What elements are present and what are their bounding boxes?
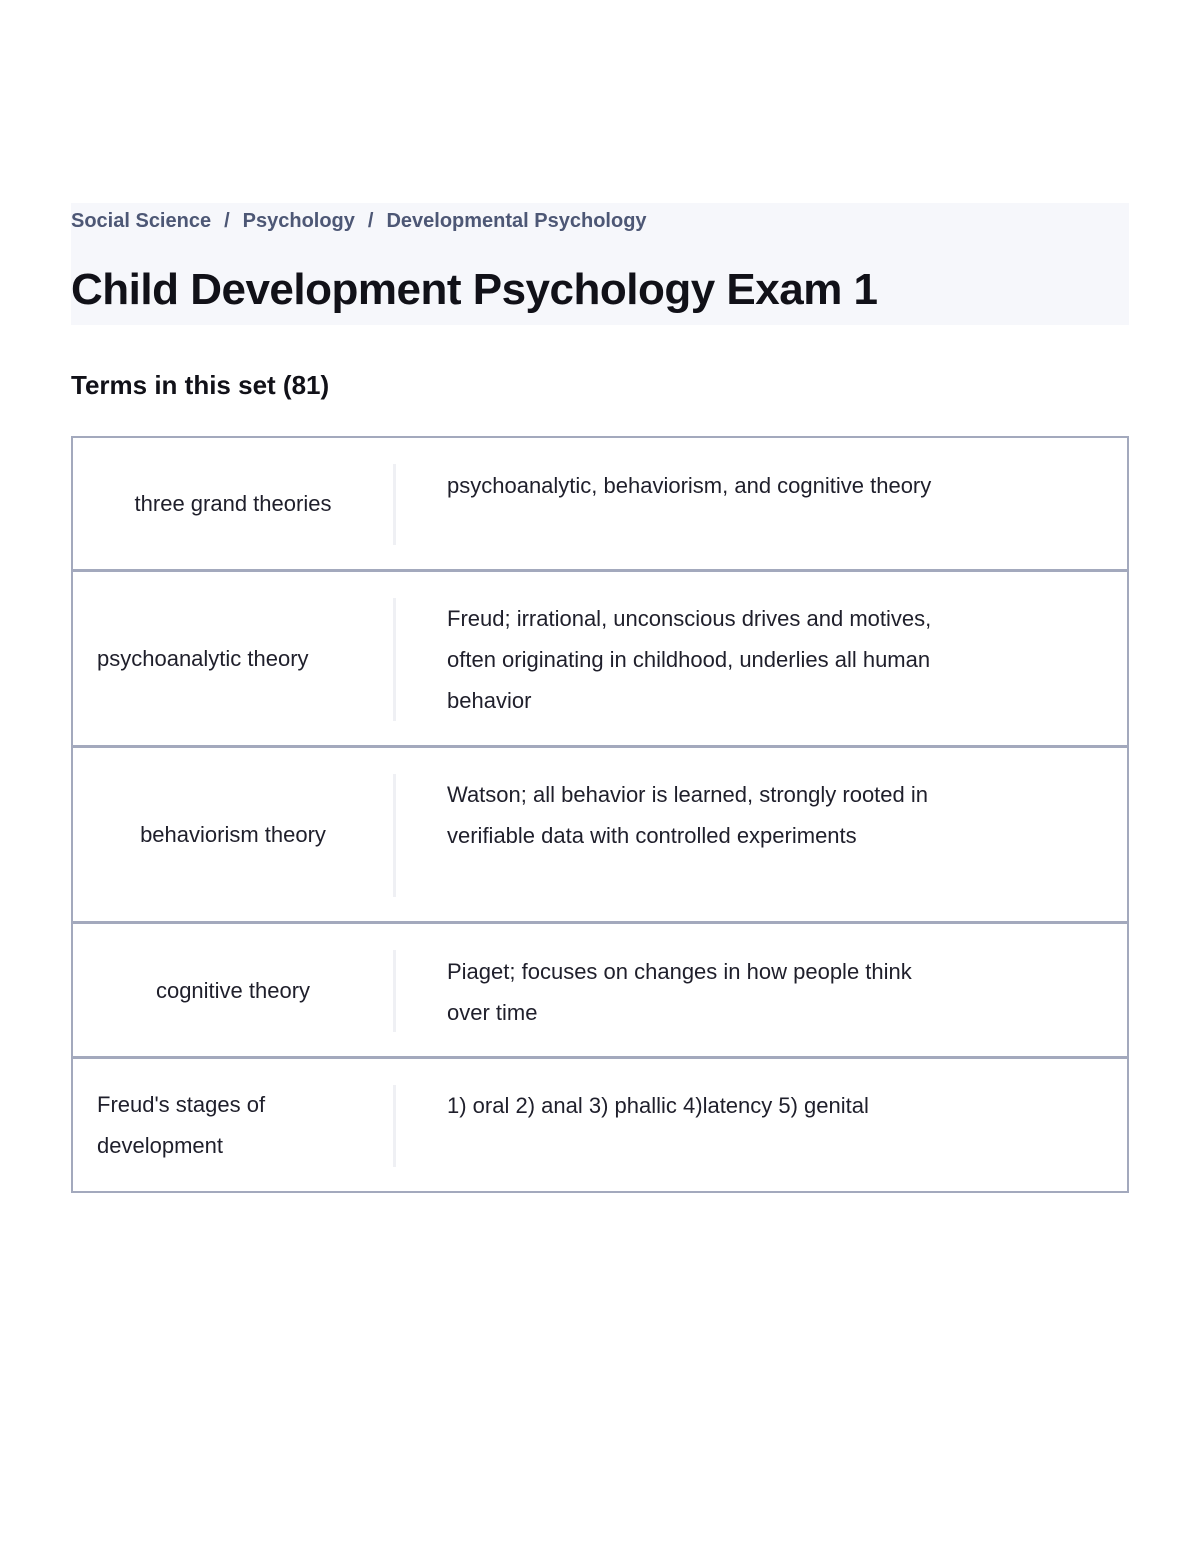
row-divider bbox=[393, 464, 396, 545]
header-block bbox=[71, 203, 1129, 325]
term-row bbox=[73, 572, 1127, 748]
term-cell: Freud's stages of development bbox=[97, 1092, 266, 1158]
term-row bbox=[73, 1059, 1127, 1191]
term-row bbox=[73, 924, 1127, 1059]
row-divider bbox=[393, 598, 396, 721]
row-divider bbox=[393, 1085, 396, 1167]
terms-table bbox=[71, 436, 1129, 1193]
definition-cell: Freud; irrational, unconscious drives and motives, often originating in childhood, underlies all human behavior bbox=[447, 606, 932, 713]
term-cell: cognitive theory bbox=[155, 977, 311, 1003]
breadcrumb-item-psychology[interactable]: Psychology bbox=[242, 209, 355, 232]
row-divider bbox=[393, 774, 396, 897]
breadcrumb-item-social-science[interactable]: Social Science bbox=[71, 209, 212, 232]
term-cell: psychoanalytic theory bbox=[97, 646, 309, 671]
breadcrumb-item-developmental-psychology[interactable]: Developmental Psychology bbox=[386, 209, 647, 232]
breadcrumb-separator: / bbox=[224, 209, 230, 232]
term-cell: three grand theories bbox=[134, 491, 332, 516]
definition-cell: psychoanalytic, behaviorism, and cognitive theory bbox=[447, 473, 932, 498]
page-title: Child Development Psychology Exam 1 bbox=[71, 265, 878, 314]
term-cell: behaviorism theory bbox=[140, 822, 326, 847]
term-row bbox=[73, 748, 1127, 924]
breadcrumb bbox=[71, 209, 647, 233]
definition-cell: Piaget; focuses on changes in how people think over time bbox=[447, 959, 912, 1025]
definition-cell: Watson; all behavior is learned, strongly rooted in verifiable data with controlled experiments bbox=[447, 782, 928, 848]
terms-heading: Terms in this set (81) bbox=[71, 370, 330, 400]
breadcrumb-separator: / bbox=[367, 209, 374, 232]
term-row bbox=[73, 438, 1127, 572]
row-divider bbox=[393, 950, 396, 1032]
definition-cell: 1) oral 2) anal 3) phallic 4)latency 5) genital bbox=[447, 1093, 869, 1118]
